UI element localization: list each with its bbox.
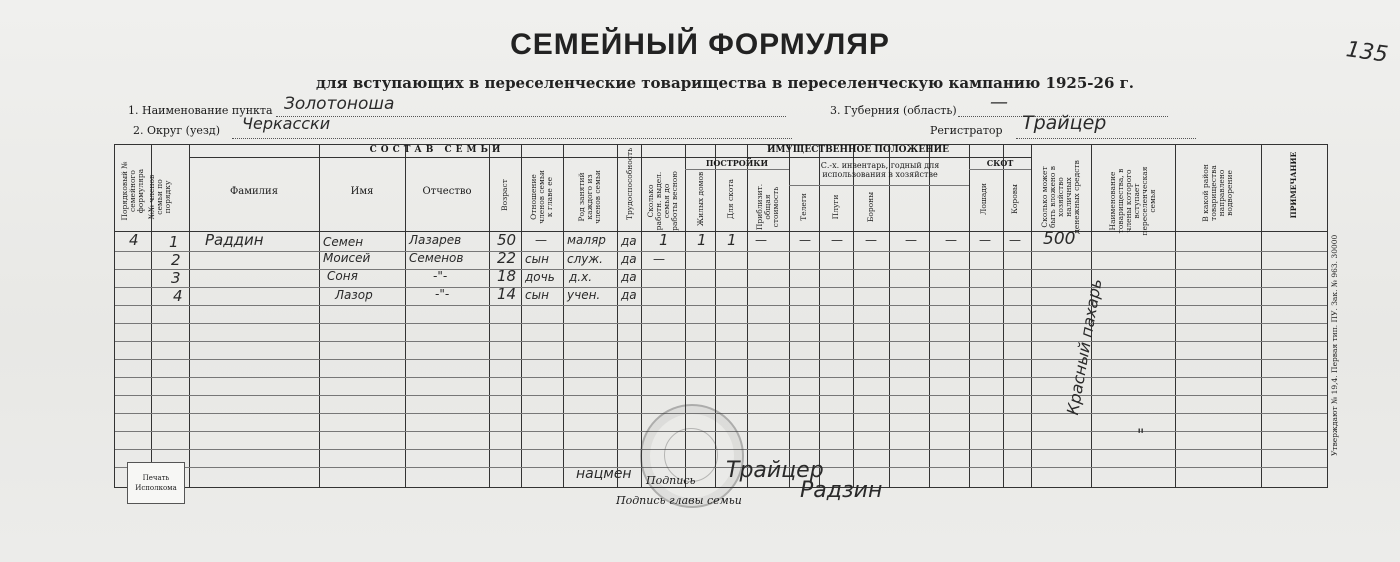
row2-name: Моисей: [323, 251, 371, 265]
col-horses: Лошади: [979, 183, 988, 215]
row4-ability: да: [621, 288, 637, 302]
stamp-box-label: Печать Исполкома: [135, 474, 177, 492]
header-livestock: СКОТ: [986, 158, 1014, 168]
row1-money: 500: [1043, 229, 1076, 249]
row1-barns: 1: [727, 231, 737, 249]
col-member-number: №№ членов семьи по порядку: [147, 174, 172, 220]
row1-surname: Раддин: [205, 231, 264, 249]
col-surname: Фамилия: [229, 186, 279, 197]
col-workers: Сколько работн. выдел. семья до работы весною: [646, 171, 679, 231]
official-signature: Трайцер: [726, 458, 824, 483]
row2-ability: да: [621, 252, 637, 266]
row1-dash: —: [1009, 233, 1021, 247]
header-family-composition: СОСТАВ СЕМЬИ: [369, 145, 505, 155]
row4-name: Лазор: [335, 288, 373, 302]
col-partnership: Наименование товарищества, в члены которого вступает переселенческая семья: [1108, 166, 1157, 236]
page-title: СЕМЕЙНЫЙ ФОРМУЛЯР: [510, 28, 890, 61]
col-approx-value: Приблизит. общая стоимость: [755, 183, 780, 231]
col-region: В какой район товарищества направлено водворение: [1201, 164, 1234, 222]
row2-age: 22: [497, 249, 517, 267]
row1-dash: —: [799, 233, 811, 247]
row1-age: 50: [497, 231, 517, 249]
row4-member-no: 4: [173, 287, 183, 305]
field-item3-value: —: [990, 92, 1008, 113]
row4-age: 14: [497, 285, 517, 303]
row1-occupation: маляр: [567, 233, 606, 247]
row1-ability: да: [621, 234, 637, 248]
col-age: Возраст: [500, 179, 509, 211]
col-ploughs: Плуги: [831, 194, 840, 220]
official-signature-label: Подпись: [646, 474, 696, 487]
col-harrows: Бороны: [866, 191, 875, 223]
col-patronymic: Отчество: [422, 186, 472, 197]
head-signature: Радзин: [800, 478, 883, 503]
row4-occupation: учен.: [567, 288, 601, 302]
field-item1-value: Золотоноша: [284, 94, 395, 114]
field-item3-label: 3. Губерния (область): [830, 104, 957, 117]
field-item3: [830, 104, 957, 117]
row3-member-no: 3: [171, 269, 181, 287]
row2-occupation: служ.: [567, 252, 603, 266]
row1-workers: 1: [659, 231, 669, 249]
row2-dash: —: [653, 252, 665, 266]
seal-icon: [640, 404, 744, 508]
field-item2: [133, 124, 220, 137]
field-registrar-value: Трайцер: [1022, 112, 1107, 134]
row4-relation: сын: [525, 288, 549, 302]
header-buildings: ПОСТРОЙКИ: [705, 158, 769, 168]
row1-dash: —: [755, 233, 767, 247]
col-relation: Отношение членов семьи к главе ее: [529, 170, 554, 224]
row1-form-no: 4: [129, 231, 139, 249]
field-item1-label: 1. Наименование пункта: [128, 104, 273, 117]
col-carts: Телеги: [799, 193, 808, 221]
row4-patronymic: -"-: [435, 287, 450, 301]
row1-member-no: 1: [169, 233, 179, 251]
col-form-number: Порядковый № семейного формуляра: [120, 161, 145, 221]
header-inventory: С.-х. инвентарь, годный для использования в хозяйстве: [820, 161, 940, 179]
col-barns: Для скота: [726, 179, 735, 220]
official-prefix: нацмен: [576, 466, 632, 482]
field-registrar: [930, 124, 1003, 137]
head-signature-label: Подпись главы семьи: [616, 494, 742, 507]
partnership-value: Красный пахарь: [1063, 277, 1106, 417]
row1-dash: —: [831, 233, 843, 247]
stamp-box: [127, 462, 185, 504]
row2-member-no: 2: [171, 251, 181, 269]
row3-relation: дочь: [525, 270, 555, 284]
row3-patronymic: -"-: [433, 269, 448, 283]
col-name: Имя: [350, 186, 374, 197]
row1-dash: —: [905, 233, 917, 247]
col-money: Сколько может быть вложено в хозяйство наличных денежных средств: [1040, 160, 1081, 234]
row1-dash: —: [945, 233, 957, 247]
archive-number: 135: [1344, 37, 1390, 68]
row3-name: Соня: [327, 269, 358, 283]
page-subtitle: для вступающих в переселенческие товарищества в переселенческую кампанию 1925-26 г.: [315, 74, 1135, 92]
field-item2-value: Черкасски: [242, 114, 331, 133]
row1-name: Семен: [323, 235, 364, 249]
col-ability: Трудоспособность: [625, 147, 634, 220]
field-item2-label: 2. Округ (уезд): [133, 124, 220, 137]
row1-patronymic: Лазарев: [409, 233, 462, 247]
col-note: ПРИМЕЧАНИЕ: [1289, 151, 1298, 219]
row2-patronymic: Семенов: [409, 251, 464, 265]
col-houses: Жилых домов: [696, 171, 705, 227]
row3-ability: да: [621, 270, 637, 284]
row2-relation: сын: [525, 252, 549, 266]
field-registrar-label: Регистратор: [930, 124, 1003, 137]
row3-occupation: д.х.: [569, 270, 593, 284]
row1-relation: —: [535, 233, 547, 247]
print-note: Утверждают № 19,4. Первая тип. ПУ. Зак. № 963. 30000: [1330, 234, 1339, 456]
row1-dash: —: [979, 233, 991, 247]
col-occupation: Род занятий каждого из членов семьи: [577, 170, 602, 224]
header-property-status: ИМУЩЕСТВЕННОЕ ПОЛОЖЕНИЕ: [766, 145, 950, 155]
partnership-ditto: ": [1137, 425, 1145, 444]
row1-dash: —: [865, 233, 877, 247]
row1-houses: 1: [697, 231, 707, 249]
col-cows: Коровы: [1010, 184, 1019, 214]
row3-age: 18: [497, 267, 517, 285]
